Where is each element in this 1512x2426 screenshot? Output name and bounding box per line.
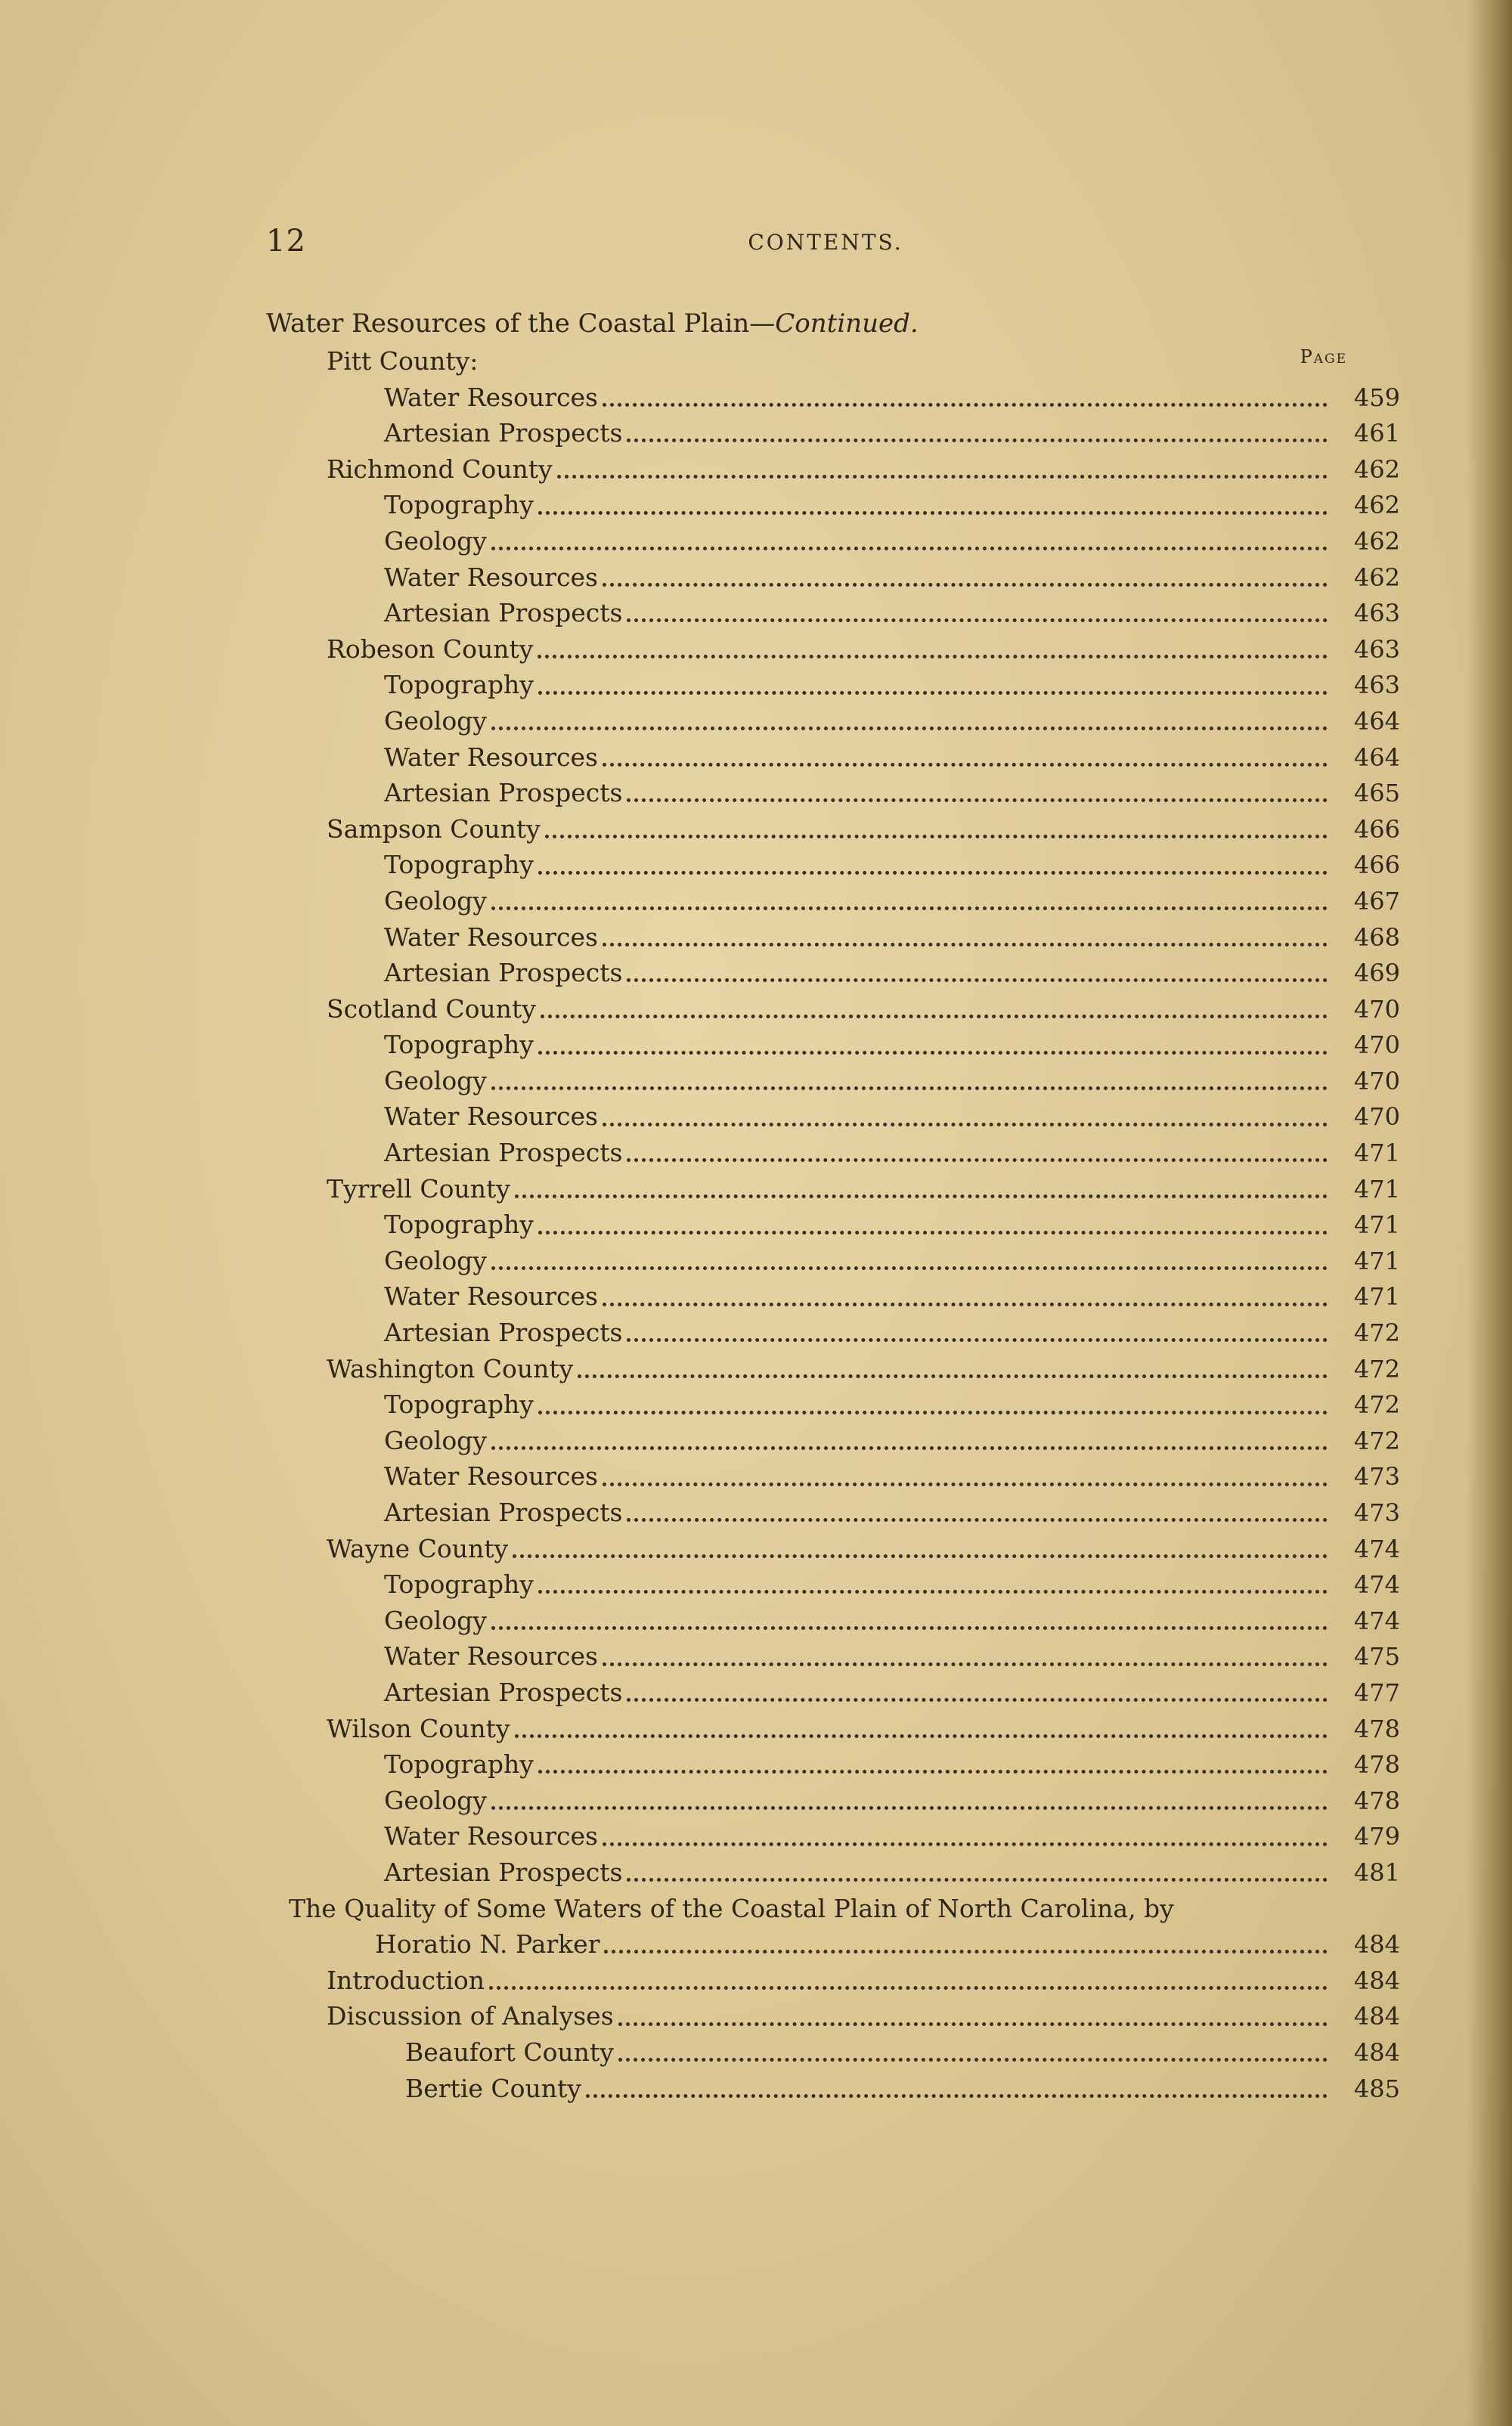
- toc-entry-page: 463: [1353, 599, 1400, 628]
- toc-entry: [266, 1243, 1400, 1279]
- toc-entry: [266, 1098, 1400, 1135]
- dot-leader: [538, 871, 1328, 875]
- dot-leader: [603, 1123, 1328, 1126]
- toc-entry-page: 474: [1353, 1570, 1400, 1600]
- toc-entry: [266, 1603, 1400, 1639]
- dot-leader: [513, 1554, 1328, 1558]
- dot-leader: [604, 1950, 1328, 1954]
- toc-entry-label: The Quality of Some Waters of the Coastal Plain of North Carolina, by: [289, 1893, 1174, 1923]
- toc-entry-label: Geology: [384, 885, 487, 916]
- toc-entry-label: Discussion of Analyses: [327, 2001, 614, 2031]
- toc-entry-label: Wayne County: [327, 1533, 509, 1563]
- toc-entry-page: 462: [1353, 562, 1400, 592]
- dot-leader: [538, 1231, 1328, 1235]
- toc-entry-page: 475: [1353, 1642, 1400, 1672]
- dot-leader: [603, 1483, 1328, 1486]
- toc-entry-label: Bertie County: [405, 2073, 581, 2103]
- toc-entry: [266, 523, 1400, 559]
- running-head: CONTENTS.: [748, 230, 903, 255]
- section-title-text: Water Resources of the Coastal Plain—: [266, 308, 776, 339]
- toc-entry: [266, 1351, 1400, 1387]
- dot-leader: [586, 2094, 1328, 2098]
- toc-entry: [266, 1891, 1400, 1927]
- toc-entry: [266, 811, 1400, 847]
- toc-entry: [266, 1711, 1400, 1747]
- toc-entry-page: 465: [1353, 779, 1400, 808]
- page-number: 12: [266, 224, 306, 259]
- toc-entry: [266, 1458, 1400, 1495]
- toc-entry: [266, 1818, 1400, 1854]
- toc-entry-page: 471: [1353, 1174, 1400, 1204]
- toc-entry: [266, 847, 1400, 883]
- toc-entry-page: 471: [1353, 1246, 1400, 1275]
- toc-entry-label: Artesian Prospects: [384, 778, 623, 808]
- toc-entry: [266, 631, 1400, 668]
- dot-leader: [538, 1590, 1328, 1594]
- toc-entry-page: 474: [1353, 1534, 1400, 1563]
- toc-entry-page: 466: [1353, 850, 1400, 880]
- toc-entry-page: 485: [1353, 2074, 1400, 2103]
- toc-entry-page: 484: [1353, 2037, 1400, 2067]
- dot-leader: [627, 618, 1328, 622]
- toc-entry-label: Topography: [384, 490, 534, 520]
- dot-leader: [515, 1734, 1328, 1738]
- dot-leader: [541, 1015, 1328, 1018]
- dot-leader: [491, 1266, 1328, 1270]
- dot-leader: [491, 1626, 1328, 1630]
- toc-entry: [266, 2071, 1400, 2107]
- toc-entry-page: 462: [1353, 491, 1400, 520]
- toc-entry-label: Washington County: [327, 1353, 574, 1383]
- toc-entry: [266, 1171, 1400, 1207]
- toc-entry: [266, 1854, 1400, 1891]
- toc-entry-label: Geology: [384, 1605, 487, 1635]
- dot-leader: [603, 1303, 1328, 1306]
- toc-entries: [266, 343, 1400, 2106]
- toc-entry-label: Beaufort County: [405, 2037, 614, 2067]
- dot-leader: [627, 1158, 1328, 1162]
- toc-entry-label: Artesian Prospects: [384, 598, 623, 628]
- toc-entry-label: Water Resources: [384, 1821, 598, 1851]
- toc-entry: [266, 1566, 1400, 1603]
- toc-entry-label: Water Resources: [384, 922, 598, 952]
- toc-entry-label: Artesian Prospects: [384, 1677, 623, 1707]
- toc-entry: [266, 1926, 1400, 1963]
- toc-entry: [266, 991, 1400, 1027]
- toc-entry-page: 473: [1353, 1462, 1400, 1492]
- toc-entry: [266, 1531, 1400, 1567]
- toc-entry-page: 464: [1353, 742, 1400, 772]
- toc-entry-label: Water Resources: [384, 1101, 598, 1132]
- toc-entry-page: 478: [1353, 1714, 1400, 1743]
- toc-entry-label: Sampson County: [327, 813, 541, 844]
- dot-leader: [627, 438, 1328, 442]
- toc-entry-label: Geology: [384, 705, 487, 736]
- page-edge-shadow: [1467, 0, 1512, 2426]
- toc-entry: [266, 1495, 1400, 1531]
- toc-entry: [266, 415, 1400, 451]
- toc-entry-page: 478: [1353, 1750, 1400, 1780]
- dot-leader: [489, 1986, 1328, 1990]
- toc-entry-label: Water Resources: [384, 562, 598, 592]
- toc-entry: [266, 2034, 1400, 2071]
- toc-entry-label: Topography: [384, 1210, 534, 1240]
- toc-entry: [266, 955, 1400, 991]
- toc-entry: [266, 1638, 1400, 1675]
- toc-entry-label: Geology: [384, 1065, 487, 1095]
- page-header: [266, 224, 1385, 269]
- toc-entry-page: 472: [1353, 1354, 1400, 1383]
- toc-entry-label: Artesian Prospects: [384, 418, 623, 448]
- dot-leader: [538, 1411, 1328, 1414]
- toc-entry: [266, 380, 1400, 416]
- toc-entry-label: Topography: [384, 1569, 534, 1600]
- toc-entry: [266, 919, 1400, 956]
- toc-entry-label: Horatio N. Parker: [375, 1929, 600, 1960]
- toc-entry-page: 470: [1353, 1066, 1400, 1095]
- toc-entry-page: 484: [1353, 2002, 1400, 2031]
- toc-entry-label: Water Resources: [384, 742, 598, 772]
- toc-entry-page: 459: [1353, 383, 1400, 412]
- toc-entry-page: 481: [1353, 1857, 1400, 1887]
- toc-entry: [266, 1998, 1400, 2034]
- toc-entry: [266, 1675, 1400, 1711]
- dot-leader: [627, 1878, 1328, 1882]
- toc-entry-label: Geology: [384, 1245, 487, 1275]
- toc-entry: [266, 883, 1400, 919]
- dot-leader: [538, 511, 1328, 515]
- toc-entry-page: 464: [1353, 706, 1400, 736]
- toc-entry-label: Topography: [384, 850, 534, 880]
- dot-leader: [538, 655, 1328, 658]
- toc-entry-page: 463: [1353, 634, 1400, 664]
- toc-entry-page: 484: [1353, 1966, 1400, 1995]
- toc-entry: [266, 487, 1400, 523]
- dot-leader: [491, 1446, 1328, 1450]
- toc-entry-label: Wilson County: [327, 1713, 510, 1743]
- toc-entry-page: 474: [1353, 1606, 1400, 1635]
- dot-leader: [627, 798, 1328, 802]
- toc-entry-page: 462: [1353, 526, 1400, 556]
- toc-entry-label: Water Resources: [384, 1461, 598, 1492]
- dot-leader: [627, 1518, 1328, 1522]
- dot-leader: [627, 1338, 1328, 1342]
- dot-leader: [491, 547, 1328, 550]
- toc-entry-label: Geology: [384, 1425, 487, 1455]
- toc-entry-label: Artesian Prospects: [384, 1318, 623, 1348]
- toc-entry: [266, 1063, 1400, 1099]
- toc-entry-page: 468: [1353, 922, 1400, 952]
- toc-entry-page: 479: [1353, 1822, 1400, 1851]
- dot-leader: [491, 1806, 1328, 1810]
- toc-entry-label: Water Resources: [384, 382, 598, 412]
- dot-leader: [603, 1842, 1328, 1846]
- toc-entry: [266, 1027, 1400, 1063]
- dot-leader: [545, 835, 1328, 838]
- toc-entry-label: Artesian Prospects: [384, 958, 623, 988]
- toc-entry-page: 463: [1353, 671, 1400, 700]
- toc-entry-label: Topography: [384, 1390, 534, 1420]
- dot-leader: [603, 403, 1328, 407]
- toc-entry-label: Artesian Prospects: [384, 1857, 623, 1887]
- dot-leader: [627, 978, 1328, 982]
- toc-entry: [266, 451, 1400, 488]
- dot-leader: [515, 1194, 1328, 1198]
- toc-entry-page: 466: [1353, 814, 1400, 844]
- toc-entry-label: Geology: [384, 1785, 487, 1815]
- dot-leader: [603, 583, 1328, 587]
- toc-entry: [266, 1207, 1400, 1243]
- toc-entry: [266, 1783, 1400, 1819]
- toc-entry: [266, 1387, 1400, 1423]
- dot-leader: [618, 2058, 1328, 2062]
- dot-leader: [603, 943, 1328, 947]
- table-of-contents: [266, 304, 1400, 2106]
- toc-entry-page: 478: [1353, 1786, 1400, 1815]
- toc-entry-label: Pitt County:: [327, 346, 479, 376]
- toc-entry-label: Artesian Prospects: [384, 1138, 623, 1168]
- page-column-label: Page: [1300, 346, 1347, 367]
- toc-entry-page: 461: [1353, 419, 1400, 448]
- toc-entry-page: 469: [1353, 959, 1400, 988]
- dot-leader: [618, 2022, 1328, 2026]
- toc-entry: [266, 1315, 1400, 1351]
- toc-entry-page: 471: [1353, 1210, 1400, 1240]
- toc-entry-label: Water Resources: [384, 1281, 598, 1312]
- toc-entry-label: Topography: [384, 1749, 534, 1780]
- toc-entry-label: Richmond County: [327, 454, 553, 484]
- toc-entry-label: Introduction: [327, 1965, 485, 1995]
- toc-entry-label: Geology: [384, 525, 487, 556]
- toc-entry-page: 470: [1353, 1030, 1400, 1060]
- dot-leader: [538, 1770, 1328, 1774]
- dot-leader: [603, 763, 1328, 767]
- toc-entry: [266, 343, 1400, 380]
- toc-entry-label: Robeson County: [327, 634, 534, 664]
- toc-entry-label: Artesian Prospects: [384, 1498, 623, 1527]
- toc-entry-page: 462: [1353, 454, 1400, 484]
- toc-entry: [266, 559, 1400, 596]
- toc-entry: [266, 1135, 1400, 1171]
- continued-label: Continued.: [775, 308, 919, 339]
- toc-entry-label: Scotland County: [327, 993, 536, 1024]
- toc-entry: [266, 1963, 1400, 1999]
- toc-entry-page: 471: [1353, 1139, 1400, 1168]
- toc-entry-page: 472: [1353, 1390, 1400, 1420]
- toc-entry-page: 467: [1353, 886, 1400, 916]
- toc-entry-page: 472: [1353, 1318, 1400, 1348]
- dot-leader: [627, 1698, 1328, 1702]
- toc-entry: [266, 1423, 1400, 1459]
- dot-leader: [557, 475, 1328, 479]
- dot-leader: [491, 727, 1328, 730]
- toc-entry: [266, 703, 1400, 739]
- toc-entry: [266, 739, 1400, 776]
- section-title: [266, 304, 1400, 343]
- toc-entry-label: Topography: [384, 1030, 534, 1060]
- toc-entry: [266, 775, 1400, 811]
- toc-entry-page: 477: [1353, 1678, 1400, 1707]
- toc-entry-label: Tyrrell County: [327, 1173, 510, 1204]
- dot-leader: [578, 1374, 1328, 1378]
- toc-entry: [266, 595, 1400, 631]
- dot-leader: [538, 691, 1328, 695]
- toc-entry-page: 473: [1353, 1498, 1400, 1527]
- toc-entry: [266, 1278, 1400, 1315]
- toc-entry-label: Water Resources: [384, 1641, 598, 1672]
- toc-entry-page: 472: [1353, 1426, 1400, 1455]
- toc-entry-label: Topography: [384, 670, 534, 700]
- dot-leader: [538, 1051, 1328, 1055]
- toc-entry-page: 470: [1353, 1102, 1400, 1132]
- toc-entry-page: 484: [1353, 1930, 1400, 1960]
- toc-entry: [266, 1746, 1400, 1783]
- dot-leader: [491, 1086, 1328, 1090]
- toc-entry: [266, 667, 1400, 703]
- dot-leader: [491, 906, 1328, 910]
- toc-entry-page: 470: [1353, 994, 1400, 1024]
- toc-entry-page: 471: [1353, 1282, 1400, 1312]
- dot-leader: [603, 1662, 1328, 1666]
